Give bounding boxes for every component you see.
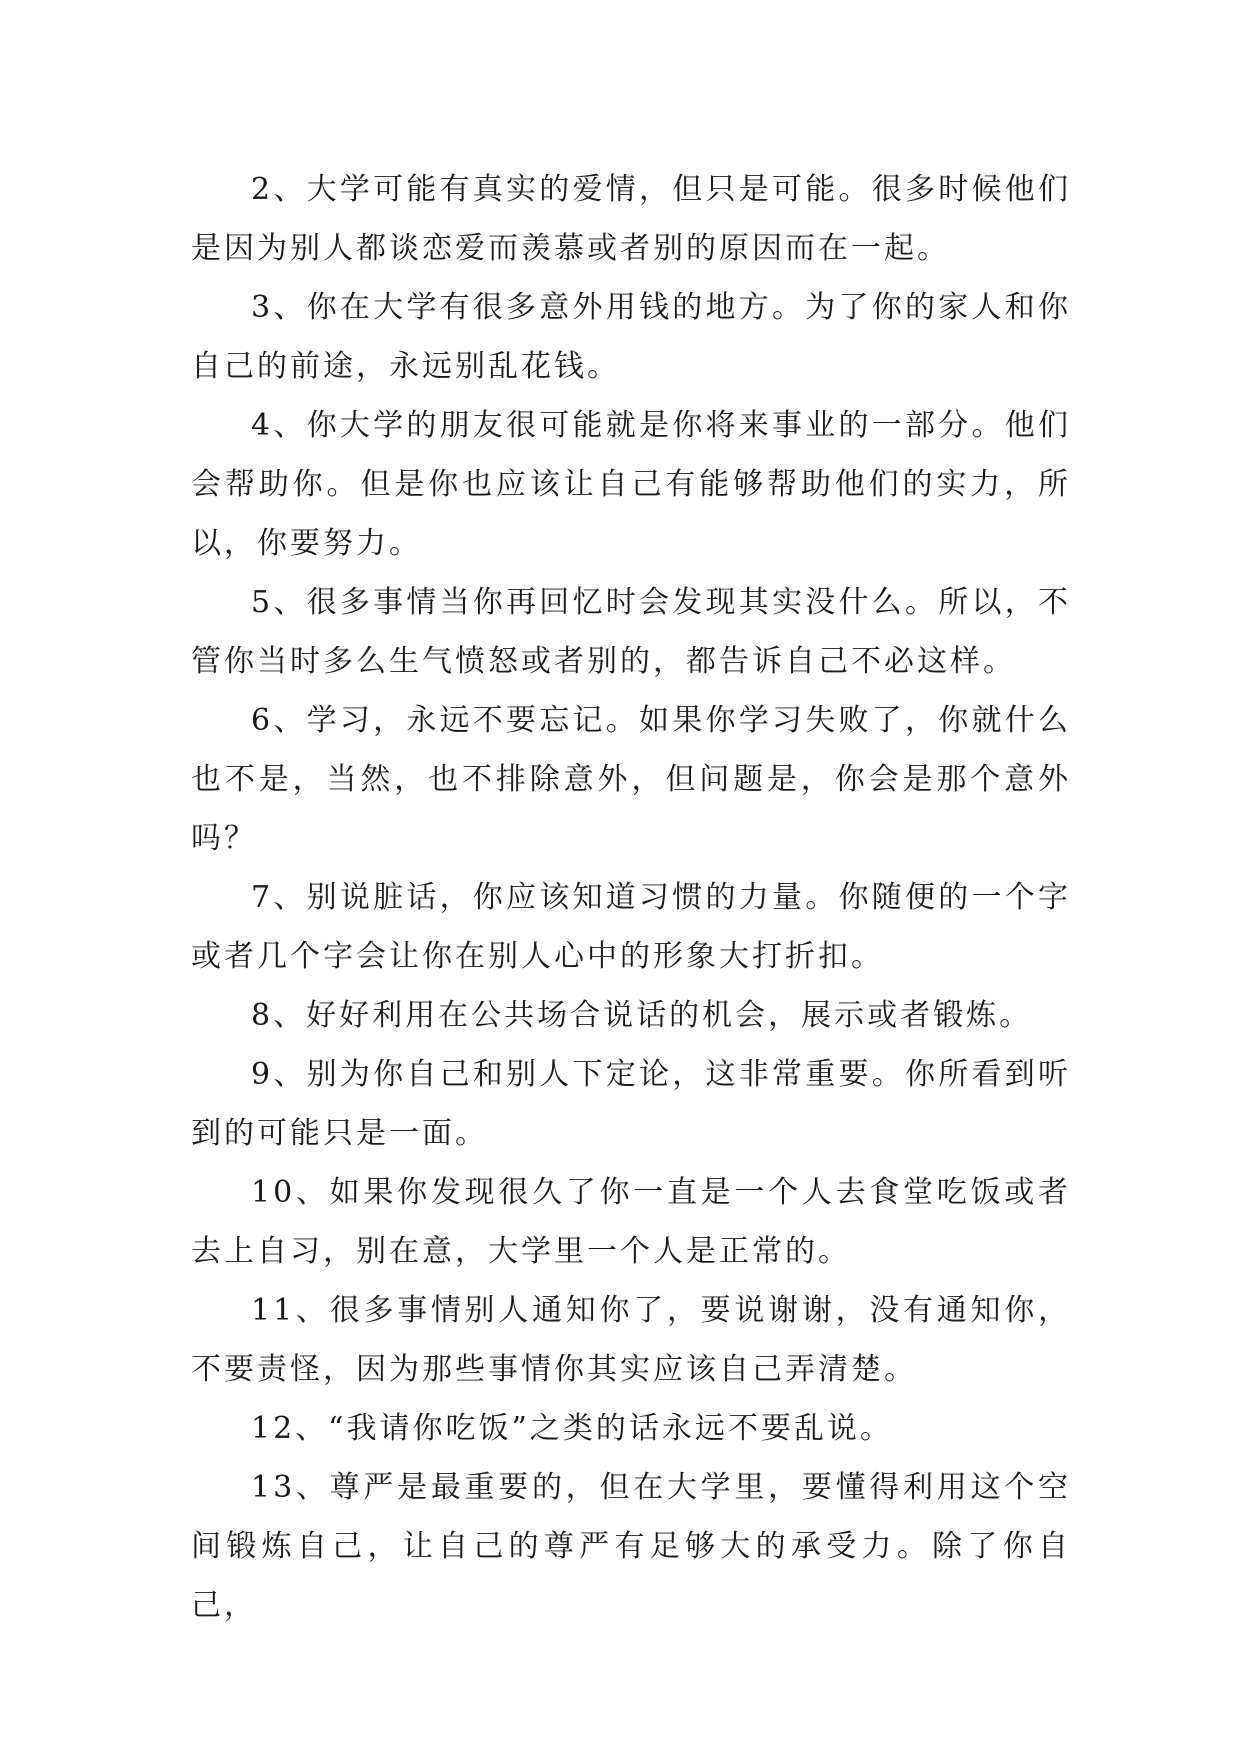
paragraph-tip-5: 5、很多事情当你再回忆时会发现其实没什么。所以，不管你当时多么生气愤怒或者别的，都告诉自己不必这样。 — [191, 585, 1071, 679]
paragraph-tip-6: 6、学习，永远不要忘记。如果你学习失败了，你就什么也不是，当然，也不排除意外，但问题是，你会是那个意外吗？ — [191, 703, 1071, 856]
paragraph-tip-11: 11、很多事情别人通知你了，要说谢谢，没有通知你，不要责怪，因为那些事情你其实应该自己弄清楚。 — [191, 1293, 1071, 1387]
paragraph-tip-12: 12、“我请你吃饭”之类的话永远不要乱说。 — [251, 1411, 893, 1446]
paragraph-tip-4: 4、你大学的朋友很可能就是你将来事业的一部分。他们会帮助你。但是你也应该让自己有能够帮助他们的实力，所以，你要努力。 — [191, 408, 1071, 561]
paragraph-tip-8: 8、好好利用在公共场合说话的机会，展示或者锻炼。 — [251, 998, 1033, 1033]
paragraph-tip-10: 10、如果你发现很久了你一直是一个人去食堂吃饭或者去上自习，别在意，大学里一个人是正常的。 — [191, 1175, 1071, 1269]
document-body — [191, 160, 1071, 1635]
paragraph-tip-2: 2、大学可能有真实的爱情，但只是可能。很多时候他们是因为别人都谈恋爱而羡慕或者别的原因而在一起。 — [191, 172, 1071, 266]
paragraph-tip-13: 13、尊严是最重要的，但在大学里，要懂得利用这个空间锻炼自己，让自己的尊严有足够大的承受力。除了你自己， — [191, 1470, 1071, 1623]
paragraph-tip-9: 9、别为你自己和别人下定论，这非常重要。你所看到听到的可能只是一面。 — [191, 1057, 1071, 1151]
paragraph-tip-3: 3、你在大学有很多意外用钱的地方。为了你的家人和你自己的前途，永远别乱花钱。 — [191, 290, 1071, 384]
paragraph-tip-7: 7、别说脏话，你应该知道习惯的力量。你随便的一个字或者几个字会让你在别人心中的形象大打折扣。 — [191, 880, 1071, 974]
